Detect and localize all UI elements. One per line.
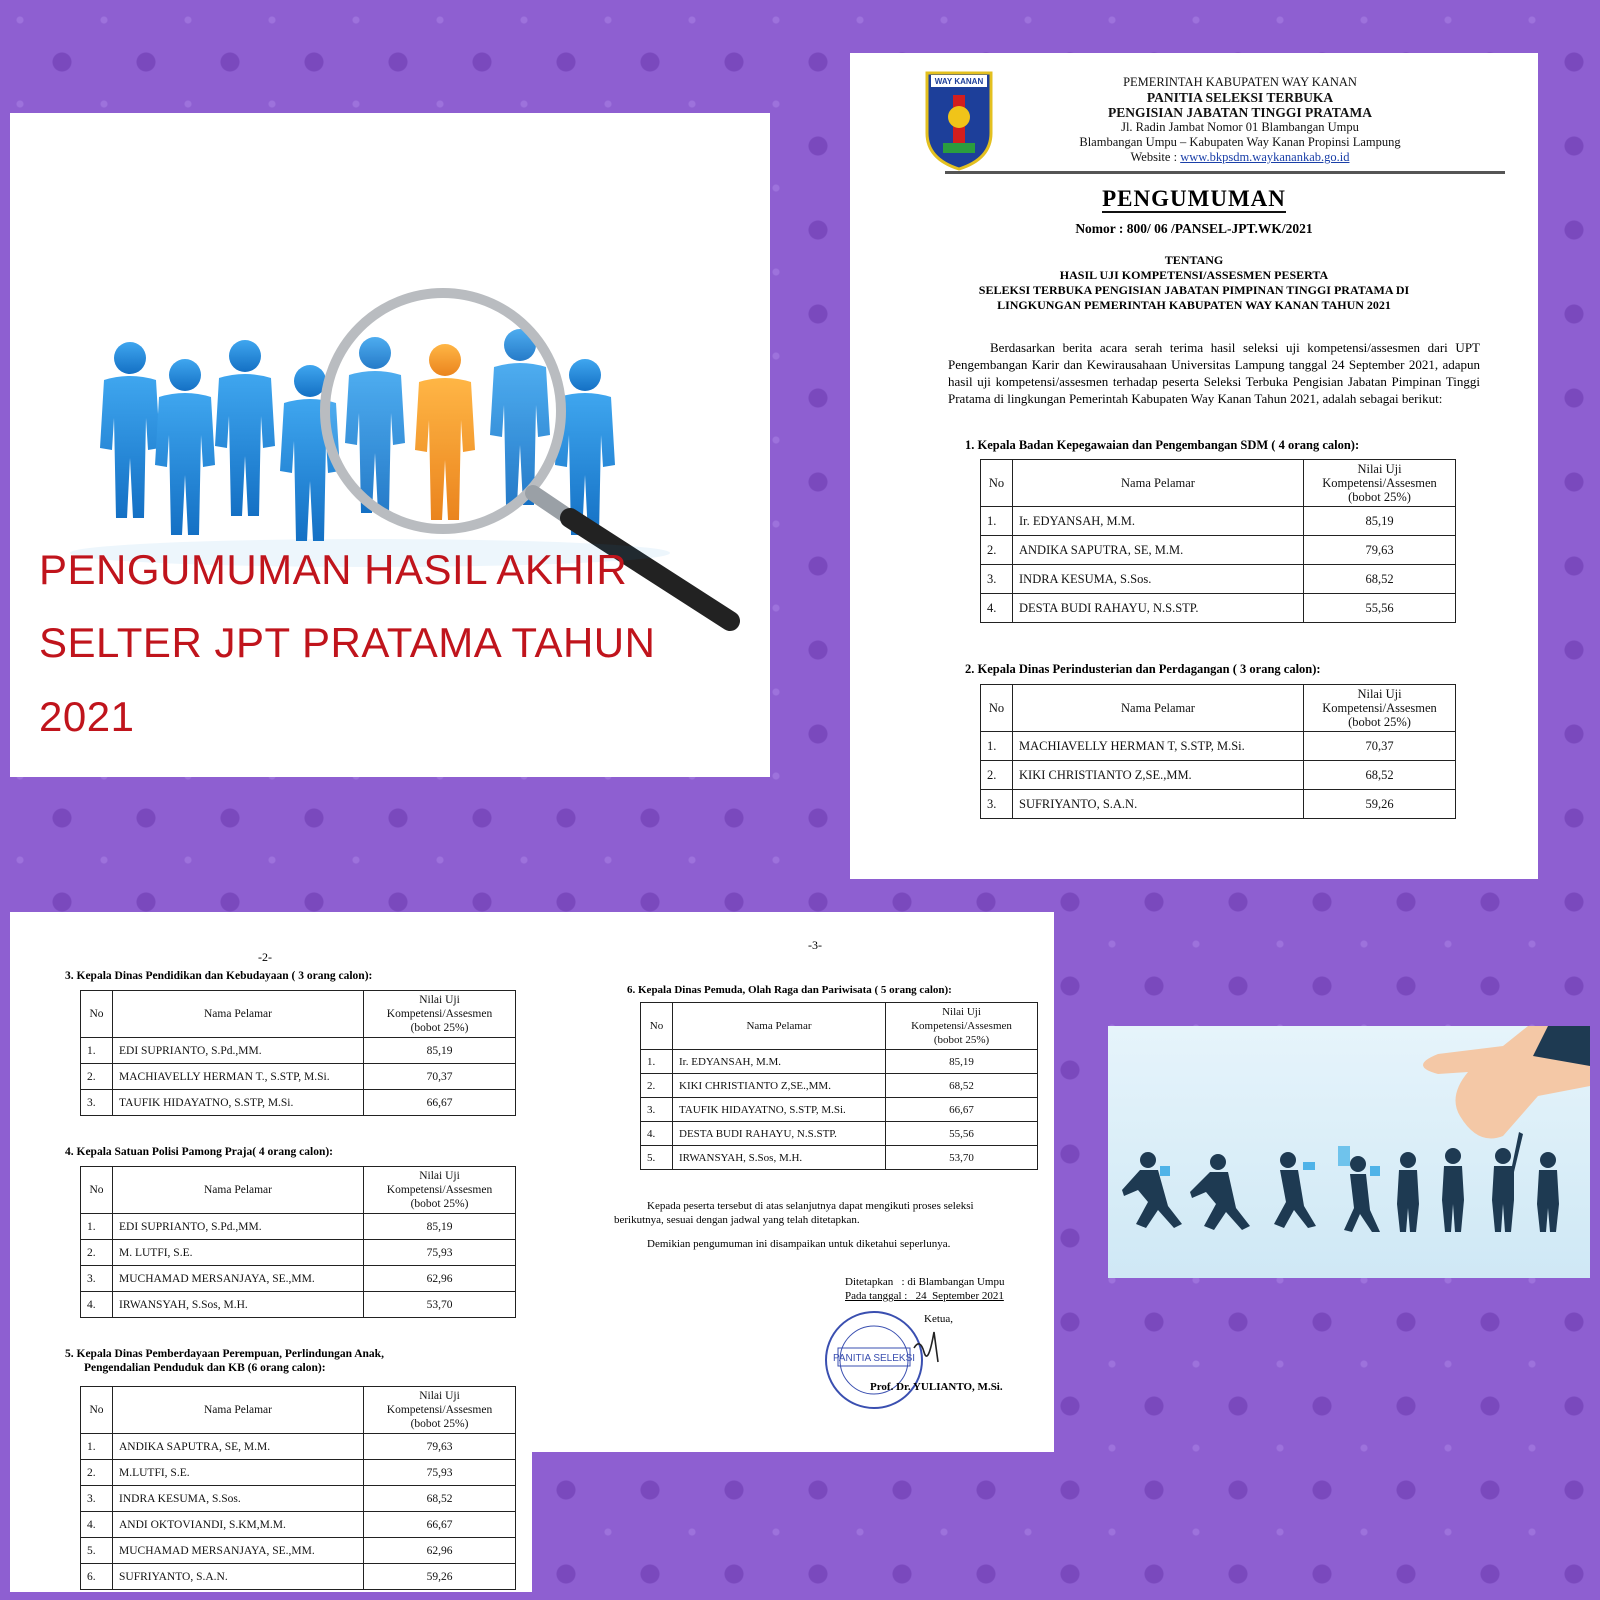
section-title: 1. Kepala Badan Kepegawaian dan Pengembangan SDM ( 4 orang calon): <box>965 438 1360 452</box>
competency-score: 68,52 <box>1304 565 1456 594</box>
competency-score: 66,67 <box>364 1090 516 1116</box>
row-number: 3. <box>81 1486 113 1512</box>
competency-score: 55,56 <box>886 1122 1038 1146</box>
page-number: -2- <box>258 950 272 964</box>
header-nilai <box>364 1387 516 1434</box>
header-nilai <box>1304 460 1456 507</box>
kop-line: Jl. Radin Jambat Nomor 01 Blambangan Umpu <box>1121 120 1359 134</box>
table-row <box>641 1050 1038 1074</box>
results-table <box>980 459 1456 623</box>
ketua-label: Ketua, <box>924 1313 954 1325</box>
header-nilai-line: Kompetensi/Assesmen <box>1322 701 1437 715</box>
header-nilai-line: (bobot 25%) <box>1348 715 1411 729</box>
ditetapkan-text: Ditetapkan : di Blambangan Umpu <box>845 1276 1005 1288</box>
competency-score: 68,52 <box>1304 761 1456 790</box>
applicant-name: ANDIKA SAPUTRA, SE, M.M. <box>113 1434 364 1460</box>
section-title: 6. Kepala Dinas Pemuda, Olah Raga dan Pariwisata ( 5 orang calon): <box>627 984 952 996</box>
applicant-name: EDI SUPRIANTO, S.Pd.,MM. <box>113 1214 364 1240</box>
results-table <box>80 1386 516 1590</box>
table-header-row <box>641 1003 1038 1050</box>
row-number: 2. <box>641 1074 673 1098</box>
applicant-name: MACHIAVELLY HERMAN T, S.STP, M.Si. <box>1013 732 1304 761</box>
applicant-name: IRWANSYAH, S.Sos, M.H. <box>673 1146 886 1170</box>
applicant-name: DESTA BUDI RAHAYU, N.S.STP. <box>673 1122 886 1146</box>
table-header-row <box>81 1387 516 1434</box>
competency-score: 75,93 <box>364 1460 516 1486</box>
table-row <box>81 1090 516 1116</box>
banner-panel <box>10 113 770 777</box>
row-number: 3. <box>81 1266 113 1292</box>
competency-score: 70,37 <box>364 1064 516 1090</box>
header-nilai-line: Nilai Uji <box>419 994 460 1006</box>
kop-line: PEMERINTAH KABUPATEN WAY KANAN <box>1123 75 1357 89</box>
table-row <box>981 565 1456 594</box>
header-no: No <box>981 685 1013 732</box>
banner-title-line-2: SELTER JPT PRATAMA TAHUN <box>39 619 656 666</box>
table-row <box>641 1098 1038 1122</box>
competency-score: 66,67 <box>886 1098 1038 1122</box>
hand-picking-candidate-illustration <box>1108 1026 1590 1278</box>
applicant-name: ANDI OKTOVIANDI, S.KM,M.M. <box>113 1512 364 1538</box>
row-number: 4. <box>81 1512 113 1538</box>
row-number: 2. <box>81 1064 113 1090</box>
table-row <box>81 1460 516 1486</box>
header-nilai <box>886 1003 1038 1050</box>
table-row <box>81 1434 516 1460</box>
row-number: 3. <box>81 1090 113 1116</box>
table-row <box>641 1122 1038 1146</box>
table-row <box>981 732 1456 761</box>
header-no: No <box>641 1003 673 1050</box>
header-nilai-line: Nilai Uji <box>419 1170 460 1182</box>
header-nilai-line: (bobot 25%) <box>933 1034 990 1046</box>
row-number: 2. <box>81 1240 113 1266</box>
applicant-name: MUCHAMAD MERSANJAYA, SE.,MM. <box>113 1538 364 1564</box>
page-number: -3- <box>808 938 822 952</box>
applicant-name: KIKI CHRISTIANTO Z,SE.,MM. <box>673 1074 886 1098</box>
header-nilai-line: Kompetensi/Assesmen <box>386 1404 493 1416</box>
row-number: 1. <box>981 507 1013 536</box>
header-no: No <box>81 1387 113 1434</box>
closing-text: berikutnya, sesuai dengan jadwal yang telah ditetapkan. <box>614 1214 860 1226</box>
applicant-name: ANDIKA SAPUTRA, SE, M.M. <box>1013 536 1304 565</box>
row-number: 1. <box>81 1434 113 1460</box>
announcement-page-2 <box>10 912 532 1592</box>
competency-score: 85,19 <box>886 1050 1038 1074</box>
row-number: 6. <box>81 1564 113 1590</box>
svg-text:WAY KANAN: WAY KANAN <box>934 77 984 86</box>
competency-score: 68,52 <box>364 1486 516 1512</box>
applicant-name: SUFRIYANTO, S.A.N. <box>113 1564 364 1590</box>
results-table <box>80 1166 516 1318</box>
results-table <box>640 1002 1038 1170</box>
table-row <box>81 1486 516 1512</box>
row-number: 1. <box>81 1038 113 1064</box>
applicant-name: TAUFIK HIDAYATNO, S.STP, M.Si. <box>113 1090 364 1116</box>
competency-score: 59,26 <box>1304 790 1456 819</box>
competency-score: 85,19 <box>364 1038 516 1064</box>
header-nama-pelamar: Nama Pelamar <box>113 1387 364 1434</box>
svg-text:PANITIA SELEKSI: PANITIA SELEKSI <box>832 1353 916 1364</box>
header-nilai-line: Nilai Uji <box>419 1390 460 1402</box>
header-no: No <box>981 460 1013 507</box>
header-nama-pelamar: Nama Pelamar <box>1013 685 1304 732</box>
row-number: 5. <box>641 1146 673 1170</box>
header-nama-pelamar: Nama Pelamar <box>113 991 364 1038</box>
header-nilai-line: (bobot 25%) <box>410 1418 469 1430</box>
competency-score: 66,67 <box>364 1512 516 1538</box>
table-row <box>81 1538 516 1564</box>
competency-score: 85,19 <box>364 1214 516 1240</box>
website-link[interactable]: www.bkpsdm.waykanankab.go.id <box>1180 150 1350 164</box>
applicant-name: MACHIAVELLY HERMAN T., S.STP, M.Si. <box>113 1064 364 1090</box>
header-nilai-line: (bobot 25%) <box>410 1198 469 1210</box>
signer-name: Prof. Dr. YULIANTO, M.Si. <box>870 1381 1003 1393</box>
competency-score: 53,70 <box>886 1146 1038 1170</box>
competency-score: 79,63 <box>364 1434 516 1460</box>
table-row <box>981 507 1456 536</box>
row-number: 4. <box>81 1292 113 1318</box>
table-row <box>81 1214 516 1240</box>
row-number: 1. <box>981 732 1013 761</box>
applicant-name: DESTA BUDI RAHAYU, N.S.STP. <box>1013 594 1304 623</box>
row-number: 1. <box>81 1214 113 1240</box>
row-number: 4. <box>641 1122 673 1146</box>
header-nilai-line: Nilai Uji <box>942 1006 981 1018</box>
letterhead <box>960 75 1520 165</box>
applicant-name: SUFRIYANTO, S.A.N. <box>1013 790 1304 819</box>
header-nama-pelamar: Nama Pelamar <box>113 1167 364 1214</box>
header-nama-pelamar: Nama Pelamar <box>1013 460 1304 507</box>
competency-score: 55,56 <box>1304 594 1456 623</box>
applicant-name: Ir. EDYANSAH, M.M. <box>673 1050 886 1074</box>
table-header-row <box>81 1167 516 1214</box>
kop-line: PANITIA SELEKSI TERBUKA <box>1146 90 1334 105</box>
table-header-row <box>981 460 1456 507</box>
applicant-name: TAUFIK HIDAYATNO, S.STP, M.Si. <box>673 1098 886 1122</box>
row-number: 2. <box>81 1460 113 1486</box>
table-row <box>981 594 1456 623</box>
applicant-name: Ir. EDYANSAH, M.M. <box>1013 507 1304 536</box>
header-nilai <box>364 991 516 1038</box>
person-icon <box>215 340 275 516</box>
results-table <box>80 990 516 1116</box>
header-nilai-line: (bobot 25%) <box>410 1022 469 1034</box>
tanggal-text: Pada tanggal : 24 September 2021 <box>845 1290 1004 1302</box>
table-row <box>81 1064 516 1090</box>
announcement-page-3 <box>532 912 1054 1452</box>
banner-title-line-3: 2021 <box>39 693 135 740</box>
row-number: 1. <box>641 1050 673 1074</box>
applicant-name: IRWANSYAH, S.Sos, M.H. <box>113 1292 364 1318</box>
applicant-name: INDRA KESUMA, S.Sos. <box>1013 565 1304 594</box>
applicant-name: M. LUTFI, S.E. <box>113 1240 364 1266</box>
table-row <box>81 1564 516 1590</box>
closing-text: Kepada peserta tersebut di atas selanjutnya dapat mengikuti proses seleksi <box>647 1200 974 1212</box>
header-nilai-line: (bobot 25%) <box>1348 490 1411 504</box>
table-row <box>81 1240 516 1266</box>
table-row <box>81 1266 516 1292</box>
competency-score: 70,37 <box>1304 732 1456 761</box>
header-nilai-line: Kompetensi/Assesmen <box>1322 476 1437 490</box>
header-nilai <box>364 1167 516 1214</box>
applicant-name: EDI SUPRIANTO, S.Pd.,MM. <box>113 1038 364 1064</box>
header-nilai-line: Nilai Uji <box>1357 687 1402 701</box>
results-table <box>980 684 1456 819</box>
row-number: 3. <box>641 1098 673 1122</box>
table-row <box>81 1038 516 1064</box>
header-no: No <box>81 1167 113 1214</box>
kop-website: Website : www.bkpsdm.waykanankab.go.id <box>1130 150 1350 164</box>
banner-title-line-1: PENGUMUMAN HASIL AKHIR <box>39 546 628 593</box>
announcement-subject: TENTANG HASIL UJI KOMPETENSI/ASSESMEN PESERTA SELEKSI TERBUKA PENGISIAN JABATAN PIMPINAN TINGGI PRATAMA DI LINGKUNGAN PEMERINTAH KABUPATEN WAY KANAN TAHUN 2021 <box>978 253 1410 312</box>
competency-score: 62,96 <box>364 1266 516 1292</box>
header-nama-pelamar: Nama Pelamar <box>673 1003 886 1050</box>
kop-line: Blambangan Umpu – Kabupaten Way Kanan Propinsi Lampung <box>1079 135 1401 149</box>
section-title: Pengendalian Penduduk dan KB (6 orang calon): <box>84 1362 326 1374</box>
applicant-name: MUCHAMAD MERSANJAYA, SE.,MM. <box>113 1266 364 1292</box>
competency-score: 68,52 <box>886 1074 1038 1098</box>
announcement-number: Nomor : 800/ 06 /PANSEL-JPT.WK/2021 <box>1075 221 1313 236</box>
table-row <box>981 790 1456 819</box>
header-nilai-line: Kompetensi/Assesmen <box>911 1020 1012 1032</box>
table-header-row <box>981 685 1456 732</box>
table-row <box>981 536 1456 565</box>
signature-icon <box>914 1332 938 1362</box>
section-title: 5. Kepala Dinas Pemberdayaan Perempuan, Perlindungan Anak, <box>65 1348 384 1360</box>
section-title: 2. Kepala Dinas Perindusterian dan Perdagangan ( 3 orang calon): <box>965 662 1321 676</box>
applicant-name: KIKI CHRISTIANTO Z,SE.,MM. <box>1013 761 1304 790</box>
header-nilai-line: Kompetensi/Assesmen <box>386 1184 493 1196</box>
section-title: 4. Kepala Satuan Polisi Pamong Praja( 4 orang calon): <box>65 1146 334 1158</box>
table-header-row <box>81 991 516 1038</box>
official-stamp-icon <box>822 1308 962 1428</box>
competency-score: 62,96 <box>364 1538 516 1564</box>
header-nilai-line: Nilai Uji <box>1357 462 1402 476</box>
intro-paragraph: Berdasarkan berita acara serah terima hasil seleksi uji kompetensi/assesmen dari UPT Pengembangan Karir dan Kewirausahaan Universitas Lampung tanggal 24 September 2021, adapun hasil uji kompetensi/assesmen terhadap peserta Seleksi Terbuka Pengisian Jabatan Pimpinan Tinggi Pratama di lingkungan Pemerintah Kabupaten Way Kanan Tahun 2021, adalah sebagai berikut: <box>948 340 1480 406</box>
row-number: 3. <box>981 565 1013 594</box>
person-icon <box>155 359 215 535</box>
announcement-title: PENGUMUMAN <box>1102 186 1286 211</box>
header-nilai <box>1304 685 1456 732</box>
announcement-page-1 <box>850 53 1538 879</box>
competency-score: 53,70 <box>364 1292 516 1318</box>
header-nilai-line: Kompetensi/Assesmen <box>386 1008 493 1020</box>
competency-score: 59,26 <box>364 1564 516 1590</box>
kop-line: PENGISIAN JABATAN TINGGI PRATAMA <box>1108 105 1372 120</box>
table-row <box>81 1512 516 1538</box>
row-number: 2. <box>981 536 1013 565</box>
competency-score: 85,19 <box>1304 507 1456 536</box>
applicant-name: INDRA KESUMA, S.Sos. <box>113 1486 364 1512</box>
competency-score: 75,93 <box>364 1240 516 1266</box>
closing-text: Demikian pengumuman ini disampaikan untuk diketahui seperlunya. <box>647 1238 951 1250</box>
row-number: 5. <box>81 1538 113 1564</box>
table-row <box>81 1292 516 1318</box>
table-row <box>641 1074 1038 1098</box>
person-icon <box>100 342 160 518</box>
row-number: 4. <box>981 594 1013 623</box>
header-no: No <box>81 991 113 1038</box>
business-race-illustration <box>1108 1026 1590 1278</box>
letterhead-divider <box>945 171 1505 174</box>
section-title: 3. Kepala Dinas Pendidikan dan Kebudayaan ( 3 orang calon): <box>65 970 373 982</box>
row-number: 3. <box>981 790 1013 819</box>
applicant-name: M.LUTFI, S.E. <box>113 1460 364 1486</box>
row-number: 2. <box>981 761 1013 790</box>
competency-score: 79,63 <box>1304 536 1456 565</box>
table-row <box>981 761 1456 790</box>
table-row <box>641 1146 1038 1170</box>
